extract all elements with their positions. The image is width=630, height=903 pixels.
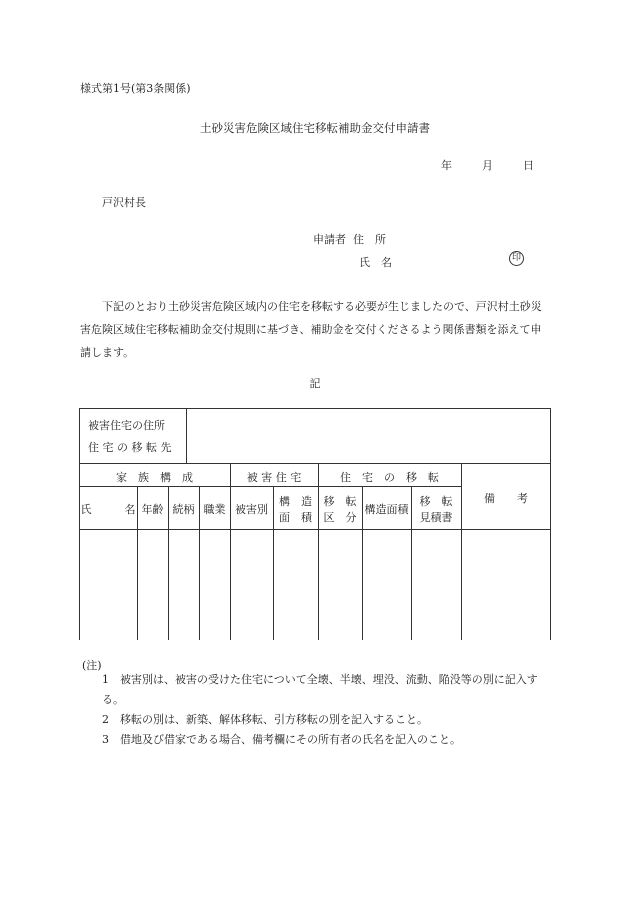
header-remarks: 備 考 xyxy=(484,492,528,505)
table-rule xyxy=(230,463,231,640)
col-structure-top: 構 造 xyxy=(279,495,312,508)
col-relocation-top: 移 転 xyxy=(323,495,357,508)
table-rule xyxy=(79,463,551,464)
application-table xyxy=(79,408,551,640)
col-damage-type: 被害別 xyxy=(235,503,268,516)
col-structure-area: 構造面積 xyxy=(364,503,409,516)
table-rule xyxy=(79,529,551,530)
header-family: 家 族 構 成 xyxy=(116,471,193,484)
name-label: 氏 名 xyxy=(359,256,392,269)
date-month: 月 xyxy=(482,159,493,172)
note-item: 2 移転の別は、新築、解体移転、引方移転の別を記入すること。 xyxy=(102,713,428,726)
date-year: 年 xyxy=(441,159,452,172)
col-occupation: 職業 xyxy=(203,503,226,516)
address-label: 住 所 xyxy=(353,233,386,246)
note-item: 1 被害別は、被害の受けた住宅について全壊、半壊、埋没、流動、陥没等の別に記入する。 xyxy=(102,673,538,706)
damaged-house-address-label: 被害住宅の住所 xyxy=(88,419,165,432)
notes-heading: (注) xyxy=(82,659,102,672)
col-estimate-bottom: 見積書 xyxy=(419,511,453,524)
col-relation: 続柄 xyxy=(172,503,195,516)
table-rule xyxy=(186,408,187,463)
table-rule xyxy=(550,408,551,640)
table-rule xyxy=(79,408,551,409)
col-age: 年齢 xyxy=(141,503,164,516)
col-relocation-bottom: 区 分 xyxy=(323,511,357,524)
seal-mark: 印 xyxy=(509,251,524,266)
addressee: 戸沢村長 xyxy=(102,196,146,209)
applicant-address-row xyxy=(313,231,386,247)
body-text: 下記のとおり土砂災害危険区域内の住宅を移転する必要が生じましたので、戸沢村土砂災害危険区域住宅移転補助金交付規則に基づき、補助金を交付くださるよう関係書類を添えて申請します。 xyxy=(80,300,542,359)
note-item: 3 借地及び借家である場合、備考欄にその所有者の氏名を記入のこと。 xyxy=(102,733,461,746)
col-estimate-top: 移 転 xyxy=(419,495,453,508)
ki-heading: 記 xyxy=(309,377,321,390)
table-rule xyxy=(318,463,319,640)
header-relocation: 住 宅 の 移 転 xyxy=(340,471,439,484)
header-damage: 被 害 住 宅 xyxy=(246,471,302,484)
document-title: 土砂災害危険区域住宅移転補助金交付申請書 xyxy=(200,121,430,135)
col-structure-bottom: 面 積 xyxy=(279,511,312,524)
form-number: 様式第1号(第3条関係) xyxy=(80,82,191,95)
date-line xyxy=(441,157,534,173)
relocation-destination-label: 住 宅 の 移 転 先 xyxy=(88,441,172,454)
col-name: 氏 名 xyxy=(80,503,136,516)
table-rule xyxy=(79,408,80,640)
applicant-label: 申請者 xyxy=(313,233,346,246)
date-day: 日 xyxy=(523,159,534,172)
